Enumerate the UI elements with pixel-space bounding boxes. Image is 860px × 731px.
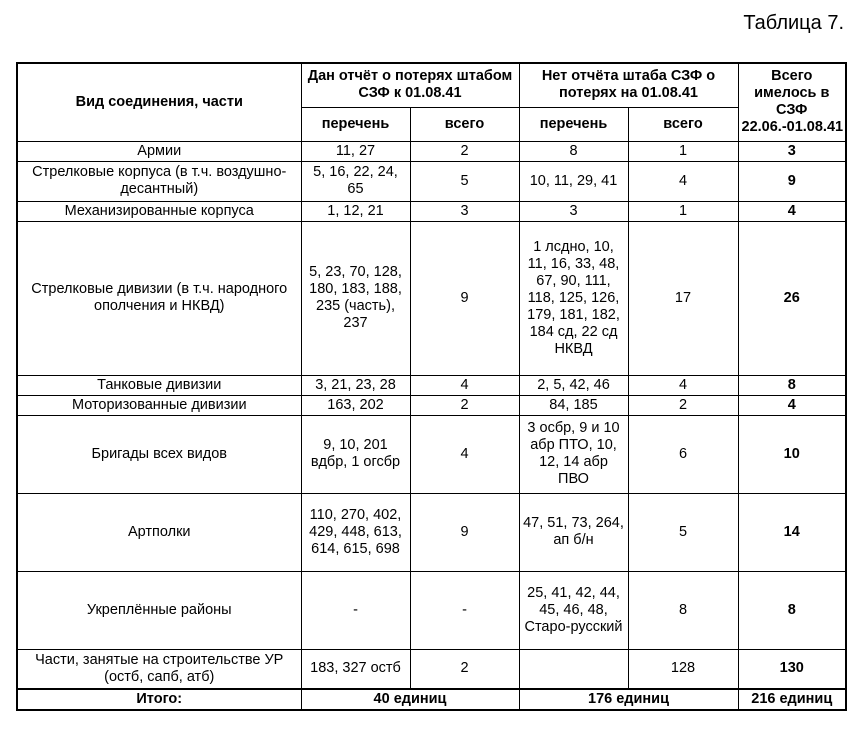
unit-type-cell: Стрелковые корпуса (в т.ч. воздушно-десантный) <box>17 161 301 201</box>
unreported-list-cell: 25, 41, 42, 44, 45, 46, 48, Старо-русский <box>519 571 628 649</box>
reported-count-cell: 2 <box>410 649 519 689</box>
unreported-list-cell: 2, 5, 42, 46 <box>519 375 628 395</box>
reported-list-cell: 110, 270, 402, 429, 448, 613, 614, 615, 698 <box>301 493 410 571</box>
total-cell: 14 <box>738 493 846 571</box>
table-row <box>17 375 846 395</box>
unit-type-cell: Армии <box>17 141 301 161</box>
table-row <box>17 221 846 375</box>
unreported-count-cell: 6 <box>628 415 738 493</box>
unreported-count-cell: 17 <box>628 221 738 375</box>
unreported-list-cell: 47, 51, 73, 264, ап б/н <box>519 493 628 571</box>
total-cell: 8 <box>738 571 846 649</box>
unreported-count-cell: 1 <box>628 201 738 221</box>
unreported-list-cell: 1 лсдно, 10, 11, 16, 33, 48, 67, 90, 111, 118, 125, 126, 179, 181, 182, 184 сд, 22 сд НКВД <box>519 221 628 375</box>
totals-label: Итого: <box>17 689 301 710</box>
table-row <box>17 201 846 221</box>
table-row <box>17 395 846 415</box>
reported-list-cell: 11, 27 <box>301 141 410 161</box>
header-reported-group: Дан отчёт о потерях штабом СЗФ к 01.08.41 <box>301 63 519 107</box>
unreported-count-cell: 128 <box>628 649 738 689</box>
reported-count-cell: 9 <box>410 493 519 571</box>
table-row <box>17 415 846 493</box>
unreported-count-cell: 2 <box>628 395 738 415</box>
unit-type-cell: Стрелковые дивизии (в т.ч. народного ополчения и НКВД) <box>17 221 301 375</box>
reported-count-cell: 9 <box>410 221 519 375</box>
reported-count-cell: - <box>410 571 519 649</box>
totals-all: 216 единиц <box>738 689 846 710</box>
unreported-list-cell: 3 осбр, 9 и 10 абр ПТО, 10, 12, 14 абр ПВО <box>519 415 628 493</box>
unit-type-cell: Моторизованные дивизии <box>17 395 301 415</box>
unreported-count-cell: 1 <box>628 141 738 161</box>
table-row <box>17 493 846 571</box>
table-row <box>17 649 846 689</box>
unreported-count-cell: 5 <box>628 493 738 571</box>
totals-reported: 40 единиц <box>301 689 519 710</box>
reported-count-cell: 4 <box>410 415 519 493</box>
header-unreported-count: всего <box>628 107 738 141</box>
total-cell: 10 <box>738 415 846 493</box>
reported-count-cell: 2 <box>410 141 519 161</box>
reported-list-cell: 183, 327 остб <box>301 649 410 689</box>
reported-list-cell: 3, 21, 23, 28 <box>301 375 410 395</box>
unit-type-cell: Укреплённые районы <box>17 571 301 649</box>
header-unreported-list: перечень <box>519 107 628 141</box>
reported-list-cell: 163, 202 <box>301 395 410 415</box>
reported-list-cell: 9, 10, 201 вдбр, 1 огсбр <box>301 415 410 493</box>
unreported-count-cell: 8 <box>628 571 738 649</box>
total-cell: 130 <box>738 649 846 689</box>
table-caption: Таблица 7. <box>743 12 844 34</box>
header-unit-type: Вид соединения, части <box>17 63 301 141</box>
reported-count-cell: 5 <box>410 161 519 201</box>
reported-list-cell: 5, 16, 22, 24, 65 <box>301 161 410 201</box>
reported-list-cell: 1, 12, 21 <box>301 201 410 221</box>
unreported-list-cell: 3 <box>519 201 628 221</box>
unit-type-cell: Части, занятые на строительстве УР (остб, сапб, атб) <box>17 649 301 689</box>
header-total-available: Всего имелось в СЗФ 22.06.-01.08.41 <box>738 63 846 141</box>
reported-count-cell: 2 <box>410 395 519 415</box>
header-reported-list: перечень <box>301 107 410 141</box>
unreported-list-cell <box>519 649 628 689</box>
unit-type-cell: Танковые дивизии <box>17 375 301 395</box>
unit-type-cell: Механизированные корпуса <box>17 201 301 221</box>
unreported-count-cell: 4 <box>628 161 738 201</box>
unreported-count-cell: 4 <box>628 375 738 395</box>
header-unreported-group: Нет отчёта штаба СЗФ о потерях на 01.08.41 <box>519 63 738 107</box>
total-cell: 4 <box>738 201 846 221</box>
total-cell: 26 <box>738 221 846 375</box>
total-cell: 3 <box>738 141 846 161</box>
unit-type-cell: Артполки <box>17 493 301 571</box>
reported-count-cell: 3 <box>410 201 519 221</box>
reported-count-cell: 4 <box>410 375 519 395</box>
table-row <box>17 571 846 649</box>
unreported-list-cell: 8 <box>519 141 628 161</box>
losses-table <box>16 62 847 711</box>
totals-unreported: 176 единиц <box>519 689 738 710</box>
reported-list-cell: 5, 23, 70, 128, 180, 183, 188, 235 (часть), 237 <box>301 221 410 375</box>
unreported-list-cell: 84, 185 <box>519 395 628 415</box>
reported-list-cell: - <box>301 571 410 649</box>
table-row <box>17 141 846 161</box>
unit-type-cell: Бригады всех видов <box>17 415 301 493</box>
table-row <box>17 161 846 201</box>
total-cell: 9 <box>738 161 846 201</box>
totals-row <box>17 689 846 710</box>
header-reported-count: всего <box>410 107 519 141</box>
unreported-list-cell: 10, 11, 29, 41 <box>519 161 628 201</box>
total-cell: 4 <box>738 395 846 415</box>
total-cell: 8 <box>738 375 846 395</box>
